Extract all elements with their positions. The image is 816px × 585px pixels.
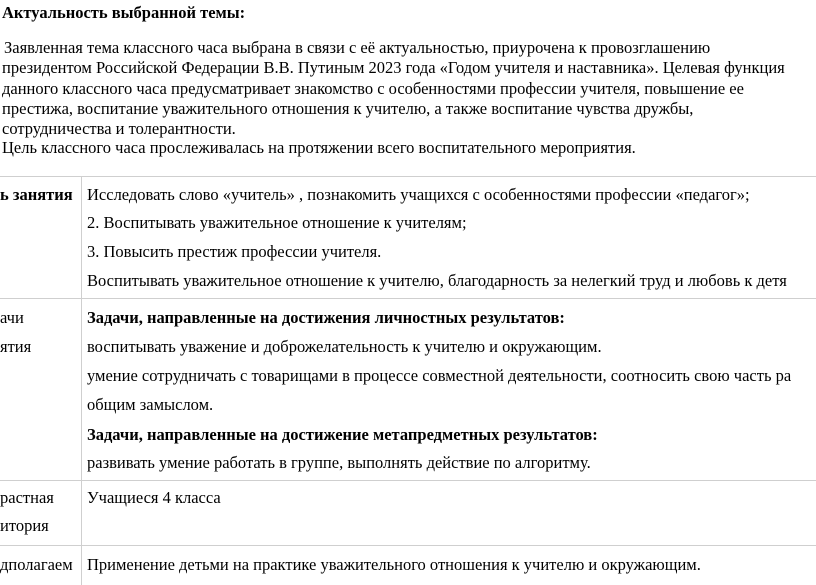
intro-line: президентом Российской Федерации В.В. Путиным 2023 года «Годом учителя и наставника». Целевая функция [2, 58, 785, 77]
table-cell-heading: Задачи, направленные на достижения личностных результатов: [87, 308, 565, 327]
table-row-label: ятия [0, 337, 32, 356]
table-row-label: растная [0, 488, 54, 507]
table-border [0, 298, 816, 299]
table-cell-line: воспитывать уважение и доброжелательность к учителю и окружающим. [87, 337, 602, 356]
goal-sentence: Цель классного часа прослеживалась на протяжении всего воспитательного мероприятия. [2, 138, 636, 157]
table-cell-line: общим замыслом. [87, 395, 214, 414]
table-row-label: ь занятия [0, 185, 73, 204]
table-cell-line: умение сотрудничать с товарищами в процессе совместной деятельности, соотносить свою часть ра [87, 366, 792, 385]
intro-line: престижа, воспитание уважительного отношения к учителю, а также воспитание чувства дружбы, [2, 99, 694, 118]
table-cell-line: Учащиеся 4 класса [87, 488, 221, 507]
intro-line: Заявленная тема классного часа выбрана в связи с её актуальностью, приурочена к провозглашению [4, 38, 711, 57]
intro-line: сотрудничества и толерантности. [2, 119, 236, 138]
table-column-divider [81, 176, 82, 585]
table-cell-line: Воспитывать уважительное отношение к учителю, благодарность за нелегкий труд и любовь к детя [87, 271, 787, 290]
table-cell-line: 2. Воспитывать уважительное отношение к учителям; [87, 213, 467, 232]
table-border [0, 176, 816, 177]
table-cell-heading: Задачи, направленные на достижение метапредметных результатов: [87, 425, 598, 444]
table-cell-line: развивать умение работать в группе, выполнять действие по алгоритму. [87, 453, 591, 472]
table-border [0, 480, 816, 481]
intro-line: данного классного часа предусматривает знакомство с особенностями профессии учителя, повышение ее [2, 79, 744, 98]
table-cell-line: Исследовать слово «учитель» , познакомить учащихся с особенностями профессии «педагог»; [87, 185, 750, 204]
table-row-label: ачи [0, 308, 24, 327]
table-row-label: дполагаем [0, 555, 73, 574]
table-cell-line: Применение детьми на практике уважительного отношения к учителю и окружающим. [87, 555, 701, 574]
section-heading: Актуальность выбранной темы: [2, 3, 246, 22]
table-row-label: итория [0, 516, 49, 535]
table-border [0, 545, 816, 546]
table-cell-line: 3. Повысить престиж профессии учителя. [87, 242, 382, 261]
